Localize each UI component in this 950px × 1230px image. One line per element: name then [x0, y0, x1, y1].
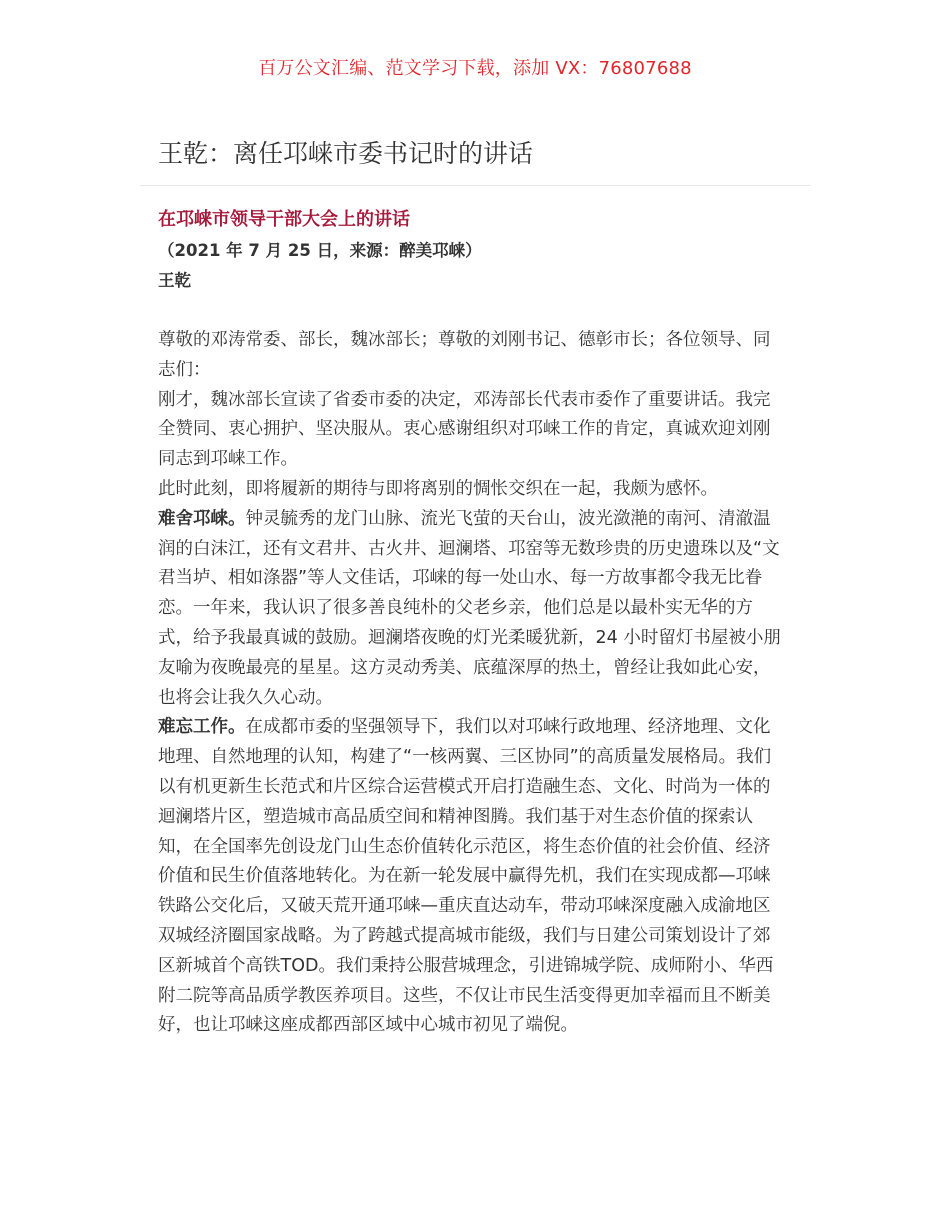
reflection-paragraph: 此时此刻，即将履新的期待与即将离别的惆怅交织在一起，我颇为感怀。 — [158, 478, 718, 499]
farewell-qionglai-lead: 难舍邛崃。 — [158, 508, 246, 529]
work-memories-text: 在成都市委的坚强领导下，我们以对邛崃行政地理、经济地理、文化地理、自然地理的认知，构建了“一核两翼、三区协同”的高质量发展格局。我们以有机更新生长范式和片区综合运营模式开启打造融生态、文化、时尚为一体的迴澜塔片区，塑造城市高品质空间和精神图腾。我们基于对生态价值的探索认知，在全国率先创设龙门山生态价值转化示范区，将生态价值的社会价值、经济价值和民生价值落地转化。为在新一轮发展中赢得先机，我们在实现成都—邛崃铁路公交化后，又破天荒开通邛崃—重庆直达动车，带动邛崃深度融入成渝地区双城经济圈国家战略。为了跨越式提高城市能级，我们与日建公司策划设计了郊区新城首个高铁TOD。我们秉持公服营城理念，引进锦城学院、成师附小、华西附二院等高品质学教医养项目。这些，不仅让市民生活变得更加幸福而且不断美好，也让邛崃这座成都西部区域中心城市初见了端倪。 — [158, 717, 774, 1036]
article-body — [158, 204, 782, 1041]
author-name: 王乾 — [158, 271, 191, 290]
title-divider — [140, 185, 810, 186]
date-source-line: （2021 年 7 月 25 日，来源：醉美邛崃） — [158, 241, 482, 260]
paragraph-spacer — [158, 296, 782, 326]
work-memories-paragraph — [158, 713, 782, 1041]
work-memories-lead: 难忘工作。 — [158, 717, 246, 738]
greeting-paragraph: 尊敬的邓涛常委、部长，魏冰部长；尊敬的刘刚书记、德彰市长；各位领导、同志们： — [158, 330, 771, 380]
watermark-banner: 百万公文汇编、范文学习下载，添加 VX：76807688 — [258, 58, 692, 79]
document-title: 王乾：离任邛崃市委书记时的讲话 — [158, 139, 534, 168]
speech-subtitle: 在邛崃市领导干部大会上的讲话 — [158, 209, 410, 230]
farewell-qionglai-paragraph — [158, 505, 782, 714]
farewell-qionglai-text: 钟灵毓秀的龙门山脉、流光飞萤的天台山，波光潋滟的南河、清澈温润的白沫江，还有文君井、古火井、迴澜塔、邛窑等无数珍贵的历史遗珠以及“文君当垆、相如涤器”等人文佳话，邛崃的每一处山水、每一方故事都令我无比眷恋。一年来，我认识了很多善良纯朴的父老乡亲，他们总是以最朴实无华的方式，给予我最真诚的鼓励。迴澜塔夜晚的灯光柔暖犹新，24 小时留灯书屋被小朋友喻为夜晚最亮的星星。这方灵动秀美、底蕴深厚的热土，曾经让我如此心安，也将会让我久久心动。 — [158, 508, 781, 708]
opening-paragraph: 刚才，魏冰部长宣读了省委市委的决定，邓涛部长代表市委作了重要讲话。我完全赞同、衷心拥护、坚决服从。衷心感谢组织对邛崃工作的肯定，真诚欢迎刘刚同志到邛崃工作。 — [158, 389, 771, 470]
